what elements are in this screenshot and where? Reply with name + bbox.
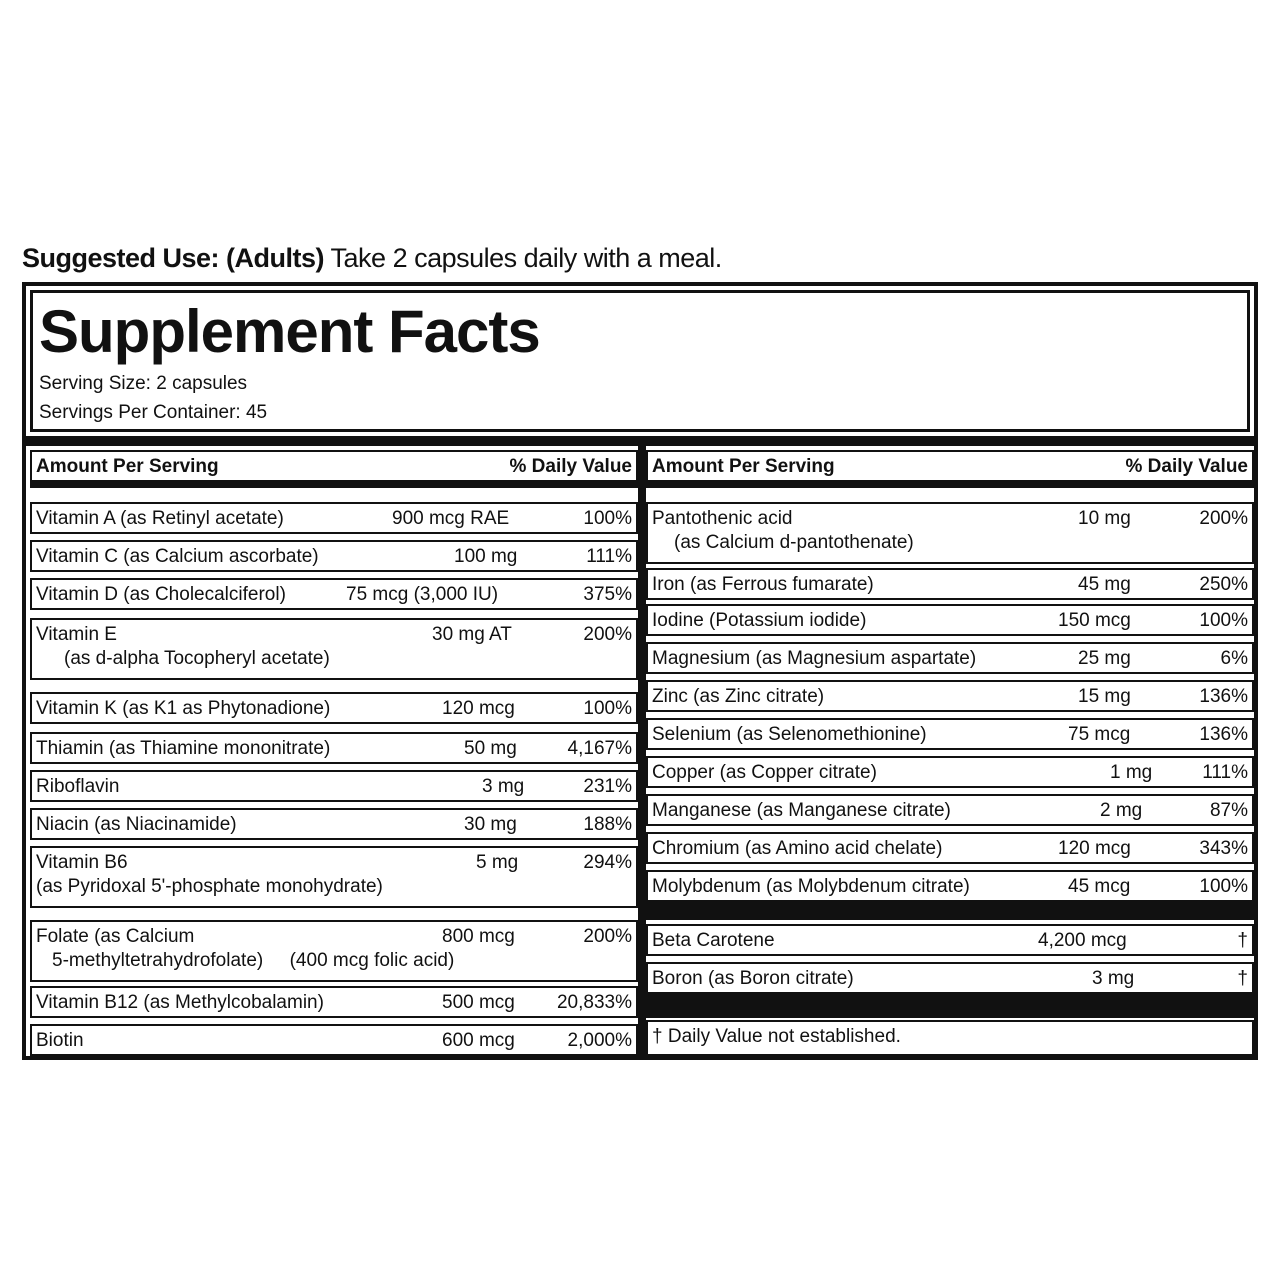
nutrient-dv: 200% xyxy=(583,624,632,645)
nutrient-dv: 2,000% xyxy=(567,1030,632,1051)
nutrient-name: Vitamin E xyxy=(36,624,117,645)
nutrient-row xyxy=(30,986,638,1018)
nutrient-row xyxy=(30,692,638,724)
nutrient-row xyxy=(30,920,638,982)
nutrient-name: Vitamin D (as Cholecalciferol) xyxy=(36,584,286,605)
nutrient-name: Thiamin (as Thiamine mononitrate) xyxy=(36,738,331,759)
nutrient-amount: 150 mcg xyxy=(1058,610,1131,631)
nutrient-dv: 111% xyxy=(1202,762,1248,783)
nutrient-amount: 800 mcg xyxy=(442,926,515,947)
nutrient-name: Molybdenum (as Molybdenum citrate) xyxy=(652,876,970,897)
amount-per-serving-label: Amount Per Serving xyxy=(36,456,219,477)
nutrient-row xyxy=(646,642,1254,674)
nutrient-row xyxy=(30,502,638,534)
nutrient-amount: 3 mg xyxy=(482,776,525,797)
nutrient-dv: 343% xyxy=(1199,838,1248,859)
nutrient-dv: 20,833% xyxy=(556,992,632,1013)
nutrient-row xyxy=(646,962,1254,994)
nutrient-amount: 120 mcg xyxy=(1058,838,1131,859)
nutrient-dv: 294% xyxy=(583,852,632,873)
nutrient-amount: 30 mg xyxy=(464,814,517,835)
nutrient-dv: 100% xyxy=(583,508,632,529)
nutrient-dv: 100% xyxy=(583,698,632,719)
nutrient-dv: 87% xyxy=(1209,800,1248,821)
supplement-facts-panel xyxy=(22,282,1258,1060)
nutrient-name: Riboflavin xyxy=(36,776,120,797)
nutrient-name: Vitamin A (as Retinyl acetate) xyxy=(36,508,284,529)
nutrient-dv: 4,167% xyxy=(567,738,632,759)
nutrient-amount: 4,200 mcg xyxy=(1038,930,1127,951)
nutrient-amount: 50 mg xyxy=(464,738,517,759)
left-column-header xyxy=(30,450,638,482)
nutrient-amount: 30 mg AT xyxy=(432,624,512,645)
footnote-row xyxy=(646,1020,1254,1056)
nutrient-row xyxy=(646,924,1254,956)
nutrient-amount: 600 mcg xyxy=(442,1030,515,1051)
nutrient-dv: 231% xyxy=(583,776,632,797)
nutrient-source: (as Pyridoxal 5'-phosphate monohydrate) xyxy=(36,876,383,897)
nutrient-amount: 45 mg xyxy=(1078,574,1131,595)
nutrient-amount: 500 mcg xyxy=(442,992,515,1013)
nutrient-amount: 120 mcg xyxy=(442,698,515,719)
nutrient-row xyxy=(30,618,638,680)
nutrient-row xyxy=(30,540,638,572)
nutrient-name: Vitamin K (as K1 as Phytonadione) xyxy=(36,698,331,719)
nutrient-name: Boron (as Boron citrate) xyxy=(652,968,854,989)
amount-per-serving-label: Amount Per Serving xyxy=(652,456,835,477)
servings-per-container: Servings Per Container: 45 xyxy=(39,402,268,423)
column-divider xyxy=(638,446,646,1056)
nutrient-dv: 111% xyxy=(586,546,632,567)
facts-header xyxy=(30,290,1250,432)
serving-size: Serving Size: 2 capsules xyxy=(39,373,248,394)
section-rule xyxy=(646,902,1254,920)
nutrient-source: (as d-alpha Tocopheryl acetate) xyxy=(64,648,330,669)
nutrient-amount: 25 mg xyxy=(1078,648,1131,669)
section-rule xyxy=(646,994,1254,1018)
nutrient-amount: 15 mg xyxy=(1078,686,1131,707)
nutrient-row xyxy=(646,502,1254,564)
nutrient-amount: 3 mg xyxy=(1092,968,1135,989)
suggested-use-text: Take 2 capsules daily with a meal. xyxy=(324,243,722,273)
nutrient-name: Vitamin B12 (as Methylcobalamin) xyxy=(36,992,324,1013)
nutrient-dv: 200% xyxy=(1199,508,1248,529)
nutrient-name: Vitamin C (as Calcium ascorbate) xyxy=(36,546,319,567)
daily-value-label: % Daily Value xyxy=(509,456,632,477)
nutrient-name: Biotin xyxy=(36,1030,84,1051)
nutrient-name: Chromium (as Amino acid chelate) xyxy=(652,838,943,859)
nutrient-row xyxy=(646,680,1254,712)
nutrient-dv: 375% xyxy=(583,584,632,605)
daily-value-label: % Daily Value xyxy=(1125,456,1248,477)
nutrient-row xyxy=(646,832,1254,864)
nutrient-name: Iodine (Potassium iodide) xyxy=(652,610,867,631)
footnote: † Daily Value not established. xyxy=(652,1026,901,1047)
nutrient-dv: 188% xyxy=(583,814,632,835)
header-rule xyxy=(30,482,638,488)
nutrient-name: Beta Carotene xyxy=(652,930,775,951)
suggested-use xyxy=(22,243,722,274)
nutrient-row xyxy=(646,568,1254,600)
nutrient-amount: 45 mcg xyxy=(1068,876,1131,897)
nutrient-amount: 75 mcg xyxy=(1068,724,1131,745)
nutrient-dv: 100% xyxy=(1199,876,1248,897)
nutrient-name: Manganese (as Manganese citrate) xyxy=(652,800,951,821)
nutrient-name: Pantothenic acid xyxy=(652,508,793,529)
nutrient-amount: 10 mg xyxy=(1078,508,1131,529)
nutrient-name: Magnesium (as Magnesium aspartate) xyxy=(652,648,977,669)
nutrient-row xyxy=(30,732,638,764)
nutrient-row xyxy=(30,578,638,610)
nutrient-name: Vitamin B6 xyxy=(36,852,128,873)
nutrient-source: (as Calcium d-pantothenate) xyxy=(674,532,914,553)
nutrient-amount: 5 mg xyxy=(476,852,519,873)
suggested-use-label: Suggested Use: (Adults) xyxy=(22,243,325,273)
nutrient-name: Selenium (as Selenomethionine) xyxy=(652,724,927,745)
nutrient-dv: 250% xyxy=(1199,574,1248,595)
nutrient-row xyxy=(30,770,638,802)
nutrient-amount: 75 mcg (3,000 IU) xyxy=(346,584,499,605)
nutrient-amount: 900 mcg RAE xyxy=(392,508,510,529)
nutrient-row xyxy=(646,870,1254,902)
nutrient-row xyxy=(646,718,1254,750)
nutrient-row xyxy=(646,794,1254,826)
nutrient-name: Niacin (as Niacinamide) xyxy=(36,814,237,835)
nutrient-dv: † xyxy=(1237,930,1248,951)
nutrient-name: Folate (as Calcium xyxy=(36,926,195,947)
nutrient-dv: 200% xyxy=(583,926,632,947)
nutrient-dv: 136% xyxy=(1199,724,1248,745)
nutrient-amount: 100 mg xyxy=(454,546,518,567)
nutrient-name: Iron (as Ferrous fumarate) xyxy=(652,574,874,595)
header-rule xyxy=(646,482,1254,488)
right-column-header xyxy=(646,450,1254,482)
nutrient-dv: 100% xyxy=(1199,610,1248,631)
nutrient-dv: 136% xyxy=(1199,686,1248,707)
nutrient-source: 5-methyltetrahydrofolate) (400 mcg folic acid) xyxy=(52,950,455,971)
nutrient-row xyxy=(646,604,1254,636)
nutrient-dv: † xyxy=(1237,968,1248,989)
nutrient-name: Zinc (as Zinc citrate) xyxy=(652,686,825,707)
nutrient-row xyxy=(30,808,638,840)
nutrient-name: Copper (as Copper citrate) xyxy=(652,762,877,783)
nutrient-row xyxy=(646,756,1254,788)
nutrient-dv: 6% xyxy=(1220,648,1248,669)
panel-title: Supplement Facts xyxy=(39,298,540,365)
nutrient-row xyxy=(30,1024,638,1056)
nutrient-amount: 2 mg xyxy=(1100,800,1143,821)
nutrient-row xyxy=(30,846,638,908)
nutrient-amount: 1 mg xyxy=(1110,762,1153,783)
thick-divider xyxy=(26,436,1254,446)
